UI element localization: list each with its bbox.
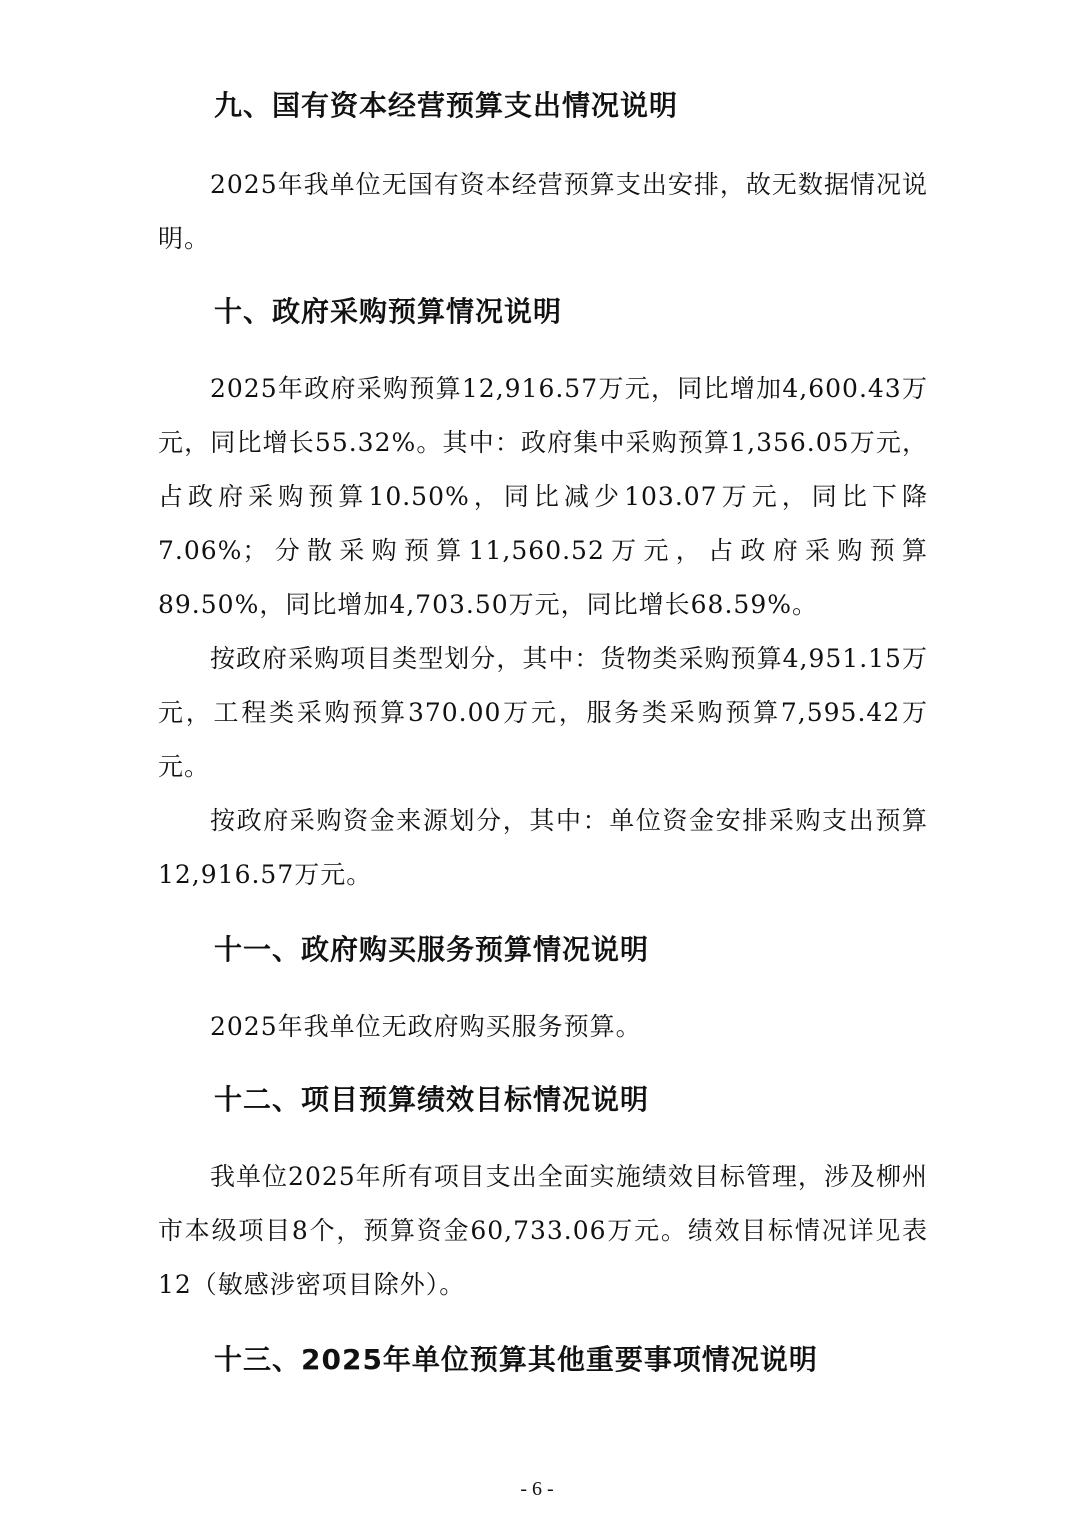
section-heading-12: 十二、项目预算绩效目标情况说明 bbox=[214, 1083, 650, 1116]
section-heading-10: 十、政府采购预算情况说明 bbox=[214, 295, 563, 328]
section-10-paragraph-1: 2025年政府采购预算12,916.57万元，同比增加4,600.43万元，同比增长55.32%。其中：政府集中采购预算1,356.05万元，占政府采购预算10.50%，同比减少103.07万元，同比下降7.06%；分散采购预算11,560.52万元，占政府采购预算89.50%，同比增加4,703.50万元，同比增长68.59%。 bbox=[158, 374, 928, 619]
section-heading-11: 十一、政府购买服务预算情况说明 bbox=[214, 933, 650, 966]
section-11-paragraph-1: 2025年我单位无政府购买服务预算。 bbox=[210, 1012, 642, 1041]
section-12-paragraph-1: 我单位2025年所有项目支出全面实施绩效目标管理，涉及柳州市本级项目8个，预算资金60,733.06万元。绩效目标情况详见表12（敏感涉密项目除外）。 bbox=[158, 1162, 928, 1299]
page-number: - 6 - bbox=[520, 1478, 554, 1500]
section-10-paragraph-3: 按政府采购资金来源划分，其中：单位资金安排采购支出预算12,916.57万元。 bbox=[158, 806, 928, 889]
section-9-paragraph-1: 2025年我单位无国有资本经营预算支出安排，故无数据情况说明。 bbox=[158, 170, 928, 253]
section-heading-13: 十三、2025年单位预算其他重要事项情况说明 bbox=[214, 1343, 818, 1376]
section-heading-9: 九、国有资本经营预算支出情况说明 bbox=[214, 89, 679, 122]
section-10-paragraph-2: 按政府采购项目类型划分，其中：货物类采购预算4,951.15万元，工程类采购预算370.00万元，服务类采购预算7,595.42万元。 bbox=[158, 644, 928, 781]
